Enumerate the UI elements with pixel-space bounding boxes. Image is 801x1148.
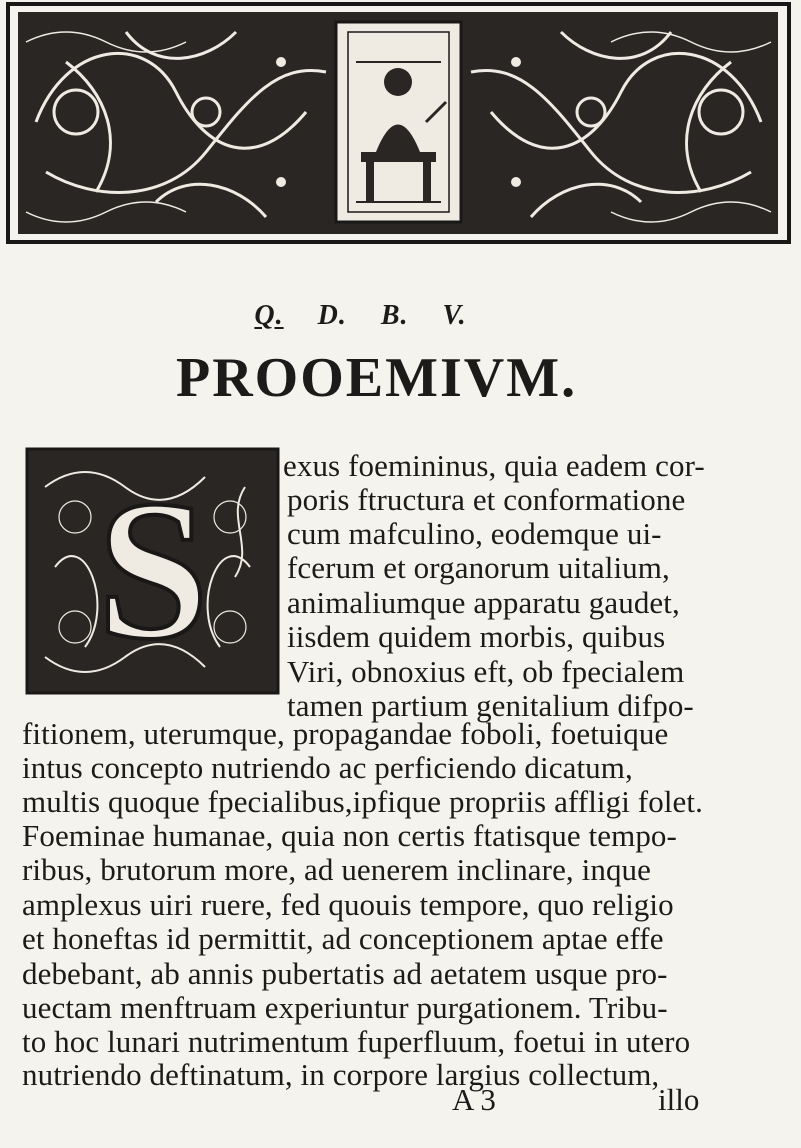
text-line: Viri, obnoxius eft, ob fpecialem: [287, 654, 685, 689]
text-line: debebant, ab annis pubertatis ad aetatem usque pro-: [22, 956, 668, 991]
text-line: cum mafculino, eodemque ui-: [287, 516, 662, 551]
signature-mark: A 3: [452, 1082, 496, 1117]
text-line: iisdem quidem morbis, quibus: [287, 619, 666, 654]
text-line: nutriendo deftinatum, in corpore largius collectum,: [22, 1057, 660, 1092]
invocation-letter: D.: [317, 300, 347, 331]
page-title: PROOEMIVM.: [176, 347, 578, 409]
text-line: tamen partium genitalium difpo-: [287, 688, 694, 723]
invocation-letter: B.: [380, 300, 409, 331]
text-line: uectam menftruam experiuntur purgationem. Tribu-: [22, 990, 668, 1025]
text-line: et honeftas id permittit, ad conceptionem aptae effe: [22, 921, 664, 956]
text-line: to hoc lunari nutrimentum fuperfluum, foetui in utero: [22, 1024, 691, 1059]
invocation-letter: V.: [442, 300, 467, 331]
text-line: multis quoque fpecialibus,ipfique propriis affligi folet.: [22, 784, 703, 819]
catchword: illo: [658, 1082, 700, 1117]
initial-letter: S: [97, 460, 209, 681]
invocation-letter: Q.: [254, 300, 284, 331]
text-line: amplexus uiri ruere, fed quouis tempore, quo religio: [22, 887, 674, 922]
text-line: exus foemininus, quia eadem cor-: [283, 448, 705, 483]
text-line: animaliumque apparatu gaudet,: [287, 585, 680, 620]
text-line: fcerum et organorum uitalium,: [287, 550, 670, 585]
text-line: Foeminae humanae, quia non certis ftatisque tempo-: [22, 818, 677, 853]
text-line: intus concepto nutriendo ac perficiendo dicatum,: [22, 750, 633, 785]
text-line: fitionem, uterumque, propagandae foboli, foetuique: [22, 716, 669, 751]
text-line: poris ftructura et conformatione: [287, 482, 686, 517]
text-line: ribus, brutorum more, ad uenerem inclinare, inque: [22, 852, 652, 887]
